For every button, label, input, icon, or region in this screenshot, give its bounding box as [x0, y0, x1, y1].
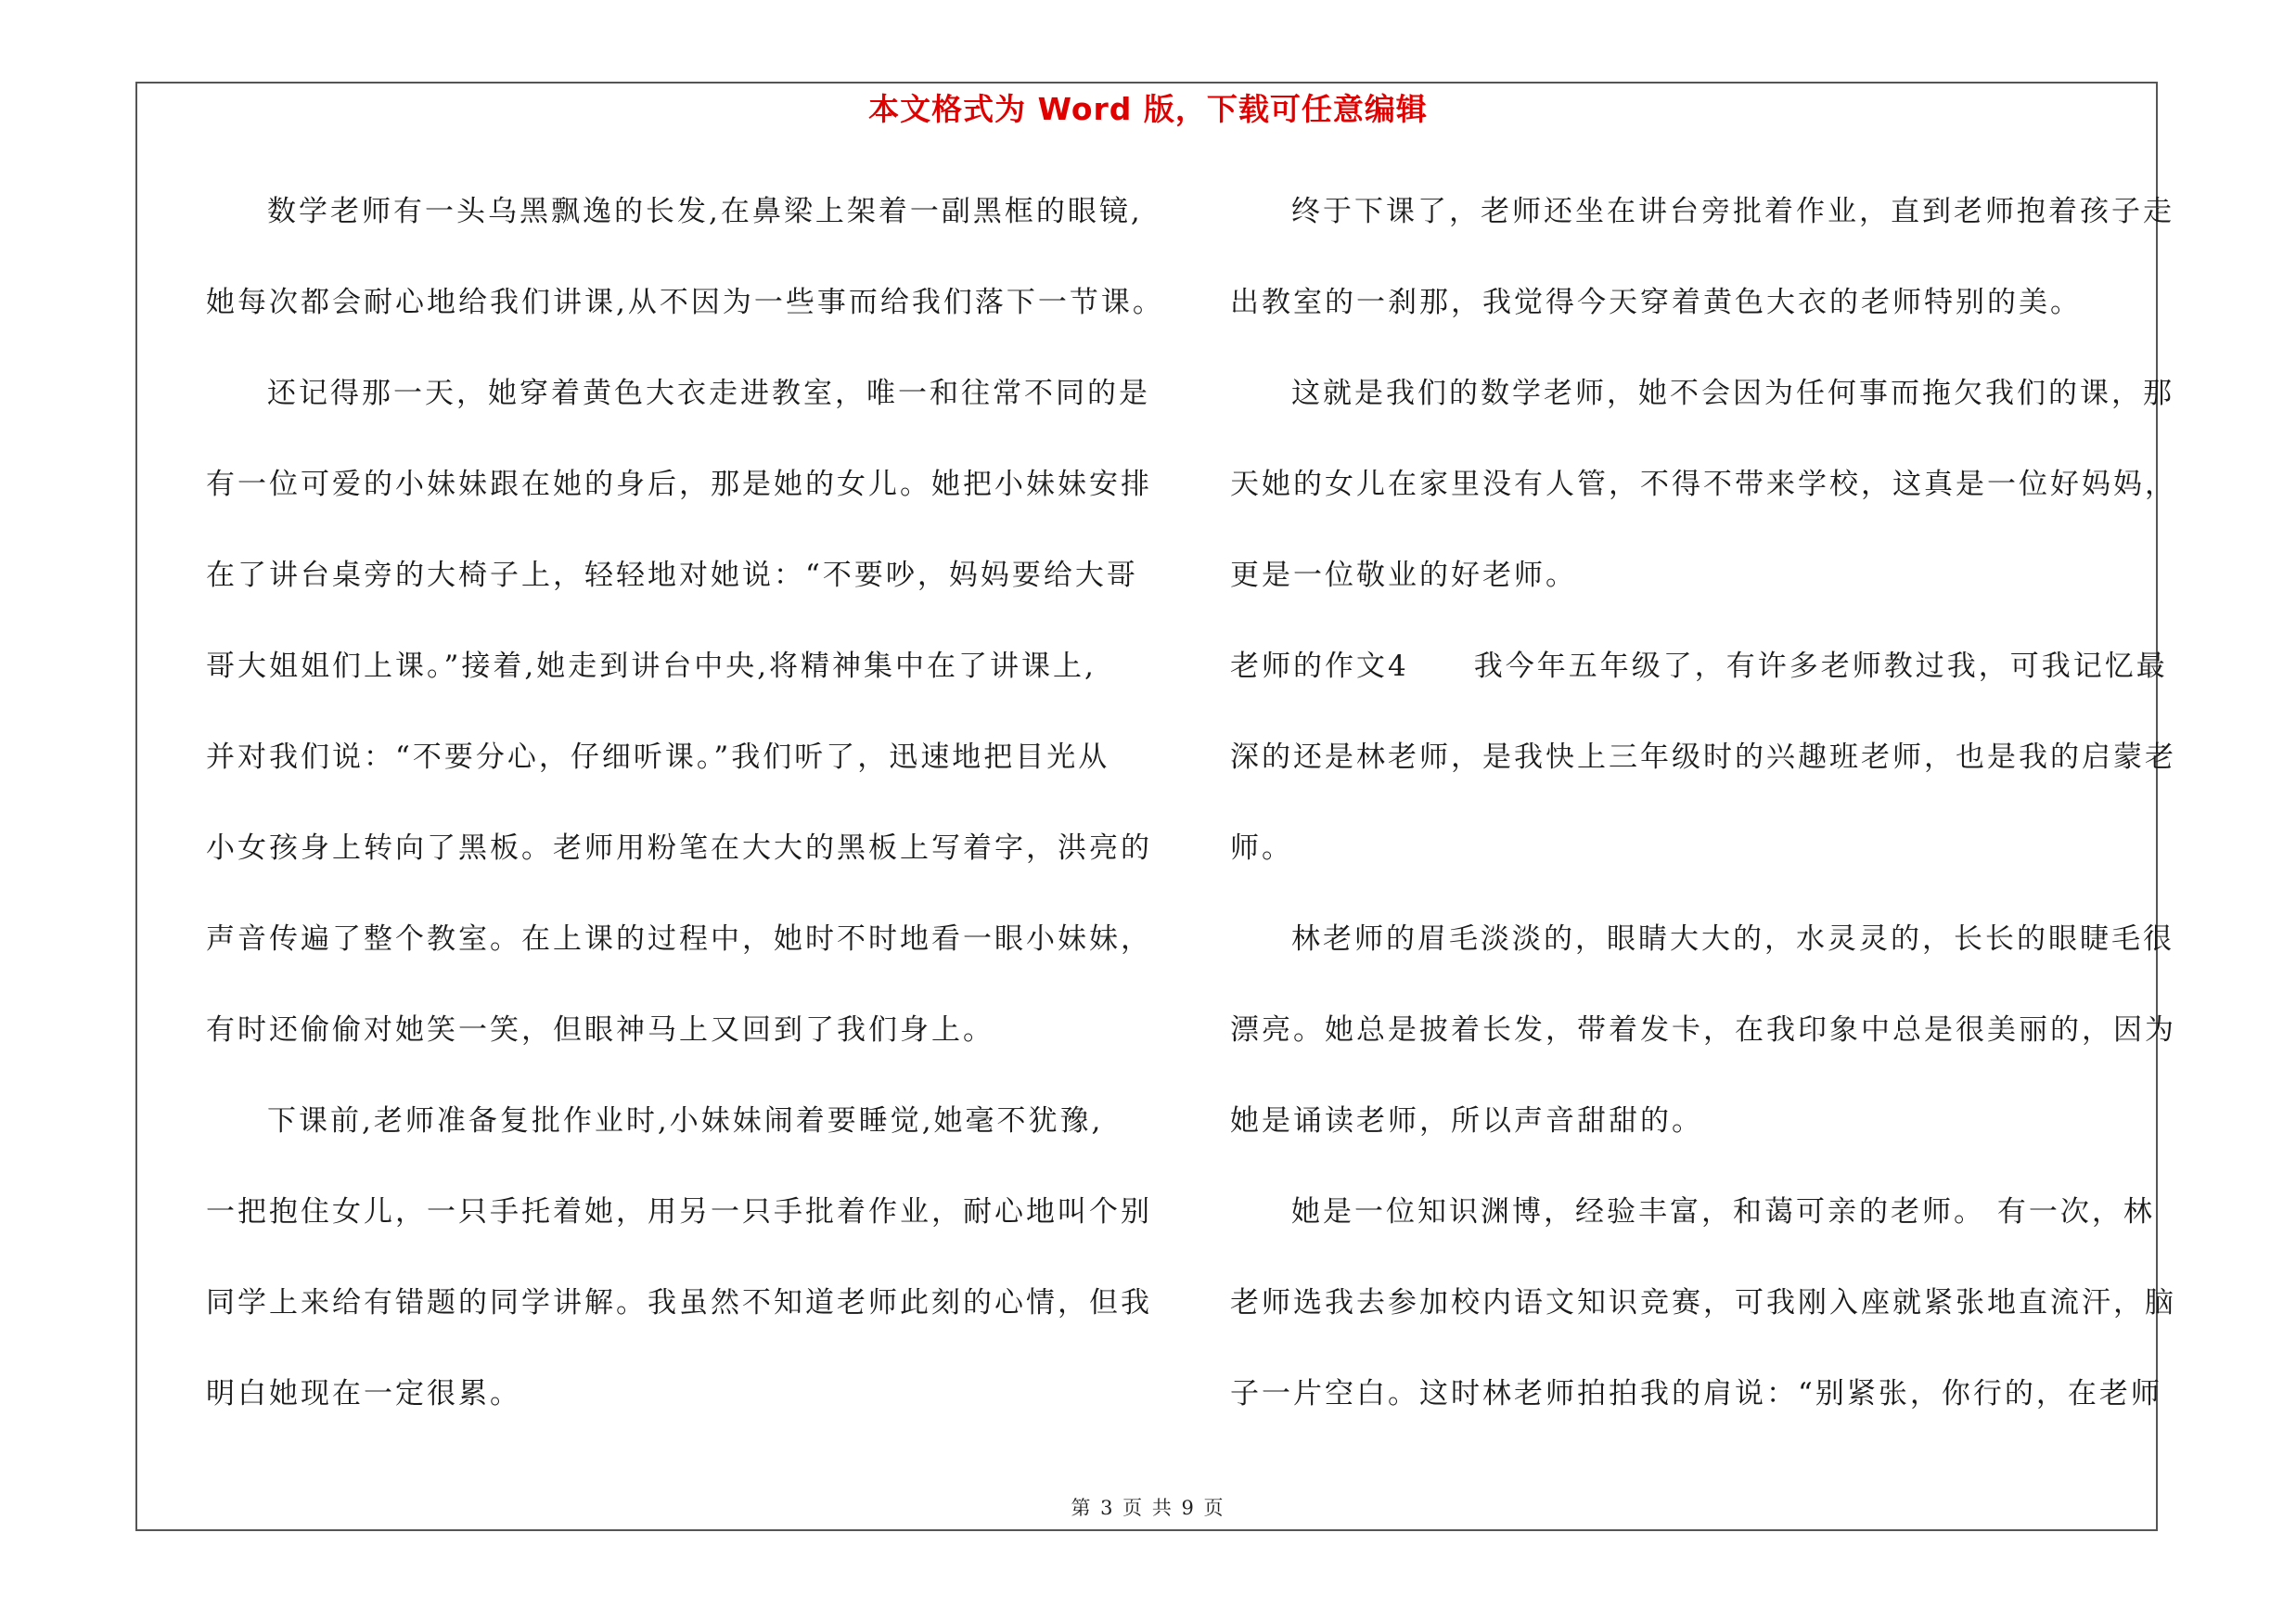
page-number-footer: 第 3 页 共 9 页 — [1071, 1497, 1225, 1519]
paragraph-line: 同学上来给有错题的同学讲解。我虽然不知道老师此刻的心情，但我 — [206, 1286, 1152, 1320]
paragraph-line: 明白她现在一定很累。 — [206, 1377, 521, 1410]
paragraph-line: 她是诵读老师，所以声音甜甜的。 — [1230, 1104, 1703, 1138]
paragraph-line: 这就是我们的数学老师，她不会因为任何事而拖欠我们的课，那 — [1291, 377, 2174, 410]
paragraph-line: 子一片空白。这时林老师拍拍我的肩说：“别紧张，你行的，在老师 — [1230, 1377, 2162, 1410]
paragraph-line: 小女孩身上转向了黑板。老师用粉笔在大大的黑板上写着字，洪亮的 — [206, 831, 1152, 865]
paragraph-line: 更是一位敬业的好老师。 — [1230, 559, 1577, 592]
paragraph-line: 她是一位知识渊博，经验丰富，和蔼可亲的老师。 有一次，林 — [1291, 1195, 2155, 1229]
paragraph-line: 在了讲台桌旁的大椅子上，轻轻地对她说：“不要吵，妈妈要给大哥 — [206, 559, 1138, 592]
paragraph-line: 她每次都会耐心地给我们讲课,从不因为一些事而给我们落下一节课。 — [206, 286, 1164, 319]
right-column — [1230, 182, 2176, 1455]
paragraph-line: 有一位可爱的小妹妹跟在她的身后，那是她的女儿。她把小妹妹安排 — [206, 468, 1152, 501]
document-header-title: 本文格式为 Word 版，下载可任意编辑 — [868, 91, 1428, 127]
paragraph-line: 深的还是林老师，是我快上三年级时的兴趣班老师，也是我的启蒙老 — [1230, 741, 2176, 774]
paragraph-line: 声音传遍了整个教室。在上课的过程中，她时不时地看一眼小妹妹， — [206, 922, 1152, 956]
paragraph-line: 下课前,老师准备复批作业时,小妹妹闹着要睡觉,她毫不犹豫, — [267, 1104, 1104, 1138]
paragraph-line: 有时还偷偷对她笑一笑，但眼神马上又回到了我们身上。 — [206, 1013, 994, 1047]
paragraph-line: 哥大姐姐们上课。”接着,她走到讲台中央,将精神集中在了讲课上, — [206, 650, 1097, 683]
paragraph-line: 并对我们说：“不要分心，仔细听课。”我们听了，迅速地把目光从 — [206, 741, 1110, 774]
paragraph-line: 师。 — [1230, 831, 1293, 865]
paragraph-line: 天她的女儿在家里没有人管，不得不带来学校，这真是一位好妈妈， — [1230, 468, 2176, 501]
paragraph-line: 林老师的眉毛淡淡的，眼睛大大的，水灵灵的，长长的眼睫毛很 — [1291, 922, 2174, 956]
paragraph-line: 漂亮。她总是披着长发，带着发卡，在我印象中总是很美丽的，因为 — [1230, 1013, 2176, 1047]
paragraph-line: 老师选我去参加校内语文知识竞赛，可我刚入座就紧张地直流汗，脑 — [1230, 1286, 2176, 1320]
left-column — [206, 182, 1164, 1455]
paragraph-line: 数学老师有一头乌黑飘逸的长发,在鼻梁上架着一副黑框的眼镜, — [267, 195, 1143, 228]
paragraph-line: 终于下课了，老师还坐在讲台旁批着作业，直到老师抱着孩子走 — [1291, 195, 2174, 228]
essay-heading-line — [1230, 637, 2173, 728]
essay-heading-text: 我今年五年级了，有许多老师教过我，可我记忆最 — [1473, 650, 2168, 683]
paragraph-line: 一把抱住女儿，一只手托着她，用另一只手批着作业，耐心地叫个别 — [206, 1195, 1152, 1229]
essay-heading-title: 老师的作文4 — [1230, 650, 1409, 683]
paragraph-line: 还记得那一天，她穿着黄色大衣走进教室，唯一和往常不同的是 — [267, 377, 1150, 410]
paragraph-line: 出教室的一刹那，我觉得今天穿着黄色大衣的老师特别的美。 — [1230, 286, 2082, 319]
